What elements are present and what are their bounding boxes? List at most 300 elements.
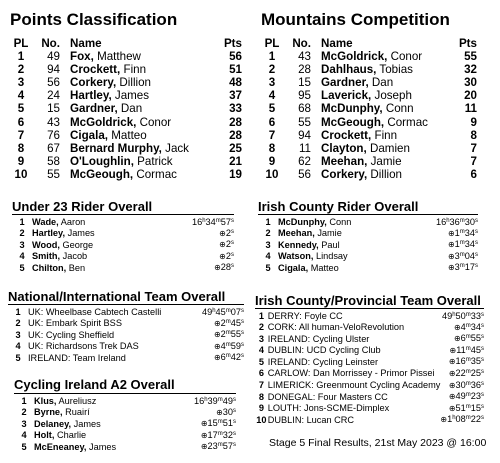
plus-icon: ⊕ <box>200 419 208 429</box>
time-s-unit: s <box>475 218 478 224</box>
time-s-unit: s <box>241 308 244 314</box>
time-h-value: 16 <box>193 396 205 406</box>
rider-firstname: Aureliusz <box>58 396 97 406</box>
time-s-value: 30 <box>222 406 233 417</box>
time-m-value: 4 <box>220 340 226 351</box>
rider-firstname: James <box>114 89 150 103</box>
pts-header: Pts <box>458 37 477 50</box>
number-cell: 28 <box>298 63 311 77</box>
table-row <box>12 217 234 228</box>
name-cell <box>28 329 192 341</box>
time-m-unit: m <box>465 357 471 364</box>
rider-surname: McGeough, <box>70 167 134 181</box>
table-row <box>10 63 242 76</box>
name-cell <box>268 391 441 403</box>
table-row <box>10 76 242 89</box>
rider-firstname: Cormac <box>387 115 428 129</box>
no-header: No. <box>41 37 60 50</box>
mountains-body <box>261 50 477 181</box>
number-cell: 68 <box>298 102 311 116</box>
table-row <box>261 102 477 115</box>
points-body <box>10 50 242 181</box>
points-cell: 6 <box>470 167 477 181</box>
name-header: Name <box>321 37 353 50</box>
name-cell <box>268 311 441 322</box>
rider-surname: Corkery, <box>70 76 117 90</box>
irish-rider-table <box>258 217 478 274</box>
time-s-value: 34 <box>464 239 475 250</box>
plus-icon: ⊕ <box>447 228 455 238</box>
position-cell: 8 <box>17 141 25 155</box>
points-cell: 7 <box>470 141 477 155</box>
position-cell: 3 <box>258 333 264 344</box>
position-cell: 1 <box>21 396 27 406</box>
table-row <box>255 333 484 345</box>
table-row <box>258 239 478 251</box>
points-cell: 51 <box>229 63 242 77</box>
number-cell: 95 <box>298 89 311 103</box>
position-cell: 5 <box>258 356 264 367</box>
time-m-unit: m <box>459 240 465 247</box>
rider-firstname: James <box>89 441 117 452</box>
position-cell: 3 <box>17 76 25 90</box>
table-row <box>8 341 244 353</box>
table-row <box>255 414 484 426</box>
time-m-value: 17 <box>207 429 218 440</box>
time-s-unit: s <box>481 403 484 410</box>
number-cell: 15 <box>298 76 311 90</box>
number-cell: 11 <box>298 141 311 155</box>
points-cell: 9 <box>470 115 477 129</box>
table-row <box>255 356 484 368</box>
time-cell <box>440 414 484 426</box>
position-cell: 9 <box>258 403 264 414</box>
plus-icon: ⊕ <box>453 322 461 332</box>
time-cell <box>153 262 234 274</box>
u23-table <box>12 217 234 274</box>
time-cell <box>440 356 484 368</box>
rider-firstname: Paul <box>321 239 340 250</box>
name-cell <box>321 129 454 142</box>
rider-firstname: Finn <box>374 128 398 142</box>
time-h-unit: h <box>204 397 208 403</box>
name-cell <box>268 333 441 345</box>
team-name: DUBLIN: Lucan CRC <box>267 414 355 425</box>
position-cell: 10 <box>265 167 279 181</box>
name-cell <box>321 155 454 168</box>
plus-icon: ⊕ <box>448 392 456 402</box>
time-m-value: 39 <box>207 396 218 406</box>
time-m-unit: m <box>225 318 231 325</box>
points-cell: 11 <box>464 102 477 116</box>
table-row <box>14 441 236 453</box>
name-cell <box>278 217 405 228</box>
time-h-value: 49 <box>201 307 213 317</box>
time-m-unit: m <box>217 430 223 437</box>
team-name: LOUTH: Jons-SCME-Dimplex <box>267 403 390 414</box>
time-cell <box>192 307 244 318</box>
time-h-unit: h <box>202 218 206 224</box>
number-cell: 55 <box>47 167 60 181</box>
time-s-unit: s <box>231 263 234 270</box>
time-m-unit: m <box>465 312 471 318</box>
table-row <box>255 368 484 380</box>
rider-surname: Smith, <box>32 251 61 262</box>
position-cell: 7 <box>258 380 264 391</box>
table-row <box>261 76 477 89</box>
time-s-unit: s <box>475 240 478 247</box>
name-cell <box>70 142 219 155</box>
position-cell: 1 <box>268 50 276 64</box>
plus-icon: ⊕ <box>200 430 208 440</box>
rider-surname: McEneaney, <box>34 441 87 452</box>
time-s-value: 23 <box>470 391 481 402</box>
rider-firstname: James <box>67 228 95 239</box>
name-cell <box>70 63 219 76</box>
rider-firstname: Jamie <box>370 154 402 168</box>
a2-body <box>14 396 236 453</box>
position-cell: 6 <box>268 115 276 129</box>
number-cell: 56 <box>298 167 311 181</box>
points-table <box>10 37 242 181</box>
rider-firstname: Conn <box>385 102 414 116</box>
time-s-value: 30 <box>464 217 475 227</box>
time-s-value: 33 <box>470 311 481 321</box>
u23-body <box>12 217 234 274</box>
time-m-value: 30 <box>455 379 466 390</box>
time-m-unit: m <box>225 341 231 348</box>
team-name: CORK: All human-VeloRevolution <box>267 322 405 333</box>
rider-firstname: Conn <box>329 217 352 227</box>
name-cell <box>321 102 454 115</box>
table-row <box>261 89 477 102</box>
position-cell: 7 <box>17 128 25 142</box>
a2-title: Cycling Ireland A2 Overall <box>14 377 175 392</box>
pl-header: PL <box>13 37 29 50</box>
footer-caption: Stage 5 Final Results, 21st May 2023 @ 16:00 <box>269 437 487 449</box>
rider-surname: Meehan, <box>278 228 315 239</box>
name-cell <box>34 407 168 419</box>
u23-rule <box>12 214 234 215</box>
table-row <box>12 228 234 240</box>
national-team-rule <box>8 304 244 305</box>
position-cell: 4 <box>21 430 27 441</box>
number-cell: 49 <box>47 50 60 64</box>
time-s-unit: s <box>481 312 484 318</box>
points-cell: 33 <box>229 102 242 116</box>
plus-icon: ⊕ <box>448 357 456 367</box>
time-m-unit: m <box>465 380 471 387</box>
time-h-value: 16 <box>435 217 447 227</box>
rider-firstname: Finn <box>123 63 147 77</box>
points-cell: 48 <box>229 76 242 90</box>
table-row <box>8 318 244 330</box>
team-name: LIMERICK: Greenmount Cycling Academy <box>267 380 441 391</box>
time-s-value: 15 <box>470 402 481 413</box>
name-cell <box>70 102 219 115</box>
time-cell <box>405 251 478 263</box>
plus-icon: ⊕ <box>213 318 221 328</box>
time-m-unit: m <box>465 368 471 375</box>
name-cell <box>268 322 441 334</box>
team-name: DUBLIN: UCD Cycling Club <box>267 345 381 356</box>
position-cell: 2 <box>17 63 25 77</box>
rider-firstname: Conor <box>139 115 172 129</box>
table-row <box>261 142 477 155</box>
rider-surname: McDunphy, <box>278 217 327 227</box>
number-cell: 43 <box>298 50 311 64</box>
time-s-value: 34 <box>464 227 475 238</box>
time-s-value: 25 <box>470 367 481 378</box>
time-cell <box>440 380 484 392</box>
time-m-unit: m <box>215 218 221 224</box>
rider-surname: Meehan, <box>321 154 368 168</box>
time-cell <box>405 239 478 251</box>
rider-firstname: Jack <box>165 141 189 155</box>
time-h-value: 49 <box>441 311 453 321</box>
time-s-unit: s <box>481 380 484 387</box>
national-team-title: National/International Team Overall <box>8 289 226 304</box>
position-cell: 3 <box>265 239 271 250</box>
time-m-unit: m <box>465 322 471 329</box>
rider-firstname: Ruairí <box>65 407 90 418</box>
rider-firstname: Patrick <box>137 154 173 168</box>
number-cell: 76 <box>47 128 60 142</box>
position-cell: 3 <box>15 329 21 340</box>
rider-surname: Dahlhaus, <box>321 63 377 77</box>
rider-firstname: James <box>73 418 101 429</box>
name-cell <box>28 307 192 318</box>
table-row <box>10 155 242 168</box>
name-cell <box>321 116 454 129</box>
time-cell <box>153 239 234 251</box>
rider-firstname: Dan <box>120 102 143 116</box>
position-cell: 2 <box>258 322 264 333</box>
time-s-value: 55 <box>470 333 481 344</box>
time-cell <box>168 396 236 407</box>
time-cell <box>153 217 234 228</box>
table-row <box>10 102 242 115</box>
position-cell: 1 <box>15 307 21 317</box>
time-s-unit: s <box>233 397 236 403</box>
team-name: UK: Wheelbase Cabtech Castelli <box>28 307 162 317</box>
position-cell: 5 <box>19 262 25 273</box>
time-s-unit: s <box>481 392 484 399</box>
team-name: IRELAND: Team Ireland <box>28 352 126 363</box>
table-row <box>10 142 242 155</box>
table-row <box>258 217 478 228</box>
irish-rider-body <box>258 217 478 274</box>
name-cell <box>268 380 441 392</box>
points-cell: 25 <box>229 141 242 155</box>
time-s-value: 17 <box>464 262 475 273</box>
time-cell <box>192 341 244 353</box>
time-m-unit: m <box>459 251 465 258</box>
position-cell: 9 <box>17 154 25 168</box>
time-m-unit: m <box>459 263 465 270</box>
time-s-value: 42 <box>230 352 241 363</box>
time-s-unit: s <box>475 228 478 235</box>
time-s-unit: s <box>233 430 236 437</box>
points-cell: 32 <box>464 63 477 77</box>
number-cell: 24 <box>47 89 60 103</box>
time-h-unit: h <box>212 308 216 314</box>
plus-icon: ⊕ <box>213 353 221 363</box>
time-s-unit: s <box>475 263 478 270</box>
name-cell <box>34 418 168 430</box>
position-cell: 6 <box>258 368 264 379</box>
name-cell <box>268 345 441 357</box>
rider-surname: Cigala, <box>70 128 109 142</box>
table-row <box>255 403 484 415</box>
table-row <box>261 116 477 129</box>
position-cell: 8 <box>268 141 276 155</box>
name-cell <box>70 89 219 102</box>
name-cell <box>34 396 168 407</box>
points-cell: 28 <box>229 128 242 142</box>
points-cell: 28 <box>229 115 242 129</box>
table-row <box>8 307 244 318</box>
rider-surname: McGoldrick, <box>70 115 137 129</box>
number-cell: 94 <box>47 63 60 77</box>
time-cell <box>405 217 478 228</box>
name-cell <box>32 251 153 263</box>
time-cell <box>440 333 484 345</box>
name-cell <box>278 262 405 274</box>
time-cell <box>440 368 484 380</box>
plus-icon: ⊕ <box>200 442 208 452</box>
plus-icon: ⊕ <box>447 240 455 250</box>
plus-icon: ⊕ <box>448 403 456 413</box>
rider-surname: Cigala, <box>278 262 309 273</box>
table-row <box>258 251 478 263</box>
name-cell <box>268 414 441 426</box>
rider-firstname: Jamie <box>317 228 342 239</box>
time-s-value: 45 <box>230 317 241 328</box>
position-cell: 5 <box>15 352 21 363</box>
time-m-value: 4 <box>460 321 466 332</box>
mountains-title: Mountains Competition <box>261 10 450 29</box>
time-s-unit: s <box>241 318 244 325</box>
table-row <box>10 89 242 102</box>
time-s-unit: s <box>481 334 484 341</box>
rider-firstname: Matthew <box>97 50 141 64</box>
time-m-value: 6 <box>460 333 466 344</box>
number-cell: 94 <box>298 128 311 142</box>
points-cell: 37 <box>229 89 242 103</box>
team-name: CARLOW: Dan Morrissey - Primor Pissei <box>267 368 435 379</box>
rider-surname: McGeough, <box>321 115 385 129</box>
name-cell <box>321 63 454 76</box>
time-cell <box>168 407 236 419</box>
time-s-unit: s <box>481 322 484 329</box>
plus-icon: ⊕ <box>219 240 226 250</box>
table-row <box>258 262 478 274</box>
rider-firstname: Matteo <box>310 262 339 273</box>
number-cell: 43 <box>47 115 60 129</box>
time-m-unit: m <box>459 218 465 224</box>
rider-firstname: Aaron <box>60 217 86 227</box>
time-m-value: 3 <box>454 262 460 273</box>
rider-surname: Clayton, <box>321 141 367 155</box>
plus-icon: ⊕ <box>219 251 226 261</box>
position-cell: 5 <box>17 102 25 116</box>
rider-surname: Kennedy, <box>278 239 319 250</box>
rider-firstname: Dillion <box>370 167 402 181</box>
rider-surname: Wood, <box>32 239 60 250</box>
position-cell: 3 <box>19 239 25 250</box>
rider-firstname: Lindsay <box>315 251 348 262</box>
plus-icon: ⊕ <box>447 263 455 273</box>
time-s-unit: s <box>233 407 236 414</box>
time-h-unit: h <box>452 415 456 422</box>
time-cell <box>192 352 244 364</box>
time-m-value: 2 <box>220 329 226 340</box>
position-cell: 3 <box>21 418 27 429</box>
table-row <box>8 352 244 364</box>
name-cell <box>268 368 441 380</box>
no-header: No. <box>292 37 311 50</box>
county-team-title: Irish County/Provincial Team Overall <box>255 293 481 308</box>
time-s-value: 04 <box>464 250 475 261</box>
name-header: Name <box>70 37 102 50</box>
table-row <box>14 396 236 407</box>
table-row <box>261 168 477 181</box>
name-cell <box>34 430 168 442</box>
plus-icon: ⊕ <box>448 380 456 390</box>
time-cell <box>192 329 244 341</box>
position-cell: 2 <box>19 228 25 239</box>
time-s-value: 07 <box>230 307 241 317</box>
name-cell <box>28 352 192 364</box>
time-s-value: 36 <box>470 379 481 390</box>
time-m-unit: m <box>217 419 223 426</box>
time-m-value: 11 <box>456 344 466 355</box>
time-m-value: 34 <box>205 217 216 227</box>
position-cell: 5 <box>268 102 276 116</box>
time-s-unit: s <box>481 415 484 422</box>
rider-surname: Fox, <box>70 50 94 64</box>
name-cell <box>321 168 454 181</box>
time-cell <box>405 228 478 240</box>
rider-surname: Gardner, <box>70 102 118 116</box>
time-cell <box>440 322 484 334</box>
time-s-unit: s <box>475 251 478 258</box>
position-cell: 4 <box>15 341 21 352</box>
time-m-value: 1 <box>454 227 460 238</box>
name-cell <box>70 116 219 129</box>
position-cell: 10 <box>14 167 28 181</box>
time-h-unit: h <box>452 312 456 318</box>
table-row <box>261 50 477 63</box>
team-name: UK: Embark Spirit BSS <box>28 318 122 329</box>
position-cell: 6 <box>17 115 25 129</box>
table-row <box>10 129 242 142</box>
rider-surname: Klus, <box>34 396 57 406</box>
rider-firstname: Tobias <box>379 63 413 77</box>
plus-icon: ⊕ <box>448 368 456 378</box>
time-cell <box>153 251 234 263</box>
time-s-value: 57 <box>222 441 233 452</box>
time-s-unit: s <box>241 330 244 337</box>
irish-rider-rule <box>258 214 478 215</box>
time-m-value: 45 <box>215 307 226 317</box>
a2-table <box>14 396 236 453</box>
time-s-unit: s <box>241 353 244 360</box>
time-s-value: 49 <box>222 396 233 406</box>
points-title: Points Classification <box>10 10 178 29</box>
time-m-value: 3 <box>454 250 460 261</box>
